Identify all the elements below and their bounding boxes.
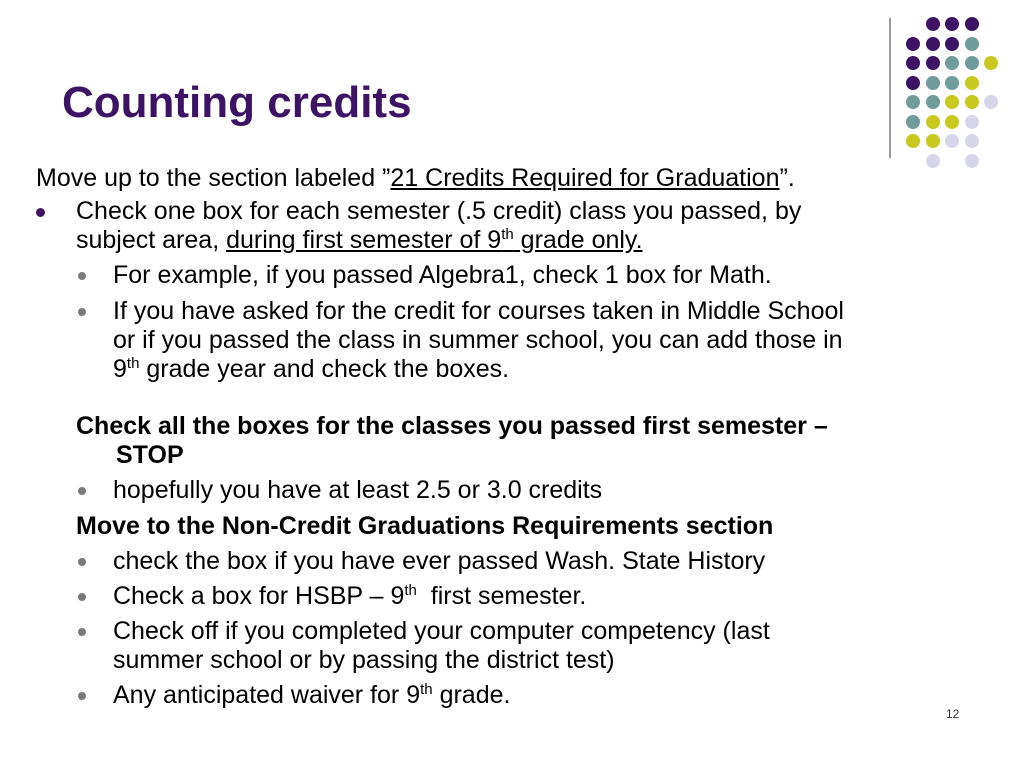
sub-bullet-text: For example, if you passed Algebra1, check 1 box for Math. [113, 261, 772, 289]
text: first semester. [416, 582, 587, 610]
intro-underlined-section-name: 21 Credits Required for Graduation [390, 164, 780, 192]
decorative-dot [945, 56, 959, 70]
decorative-dot [965, 95, 979, 109]
decorative-dot [926, 17, 940, 31]
text: Check a box for HSBP – 9 [113, 582, 405, 610]
sub-bullet-middle-school [36, 297, 996, 384]
bullet-text-line [76, 226, 996, 255]
decorative-dot [965, 37, 979, 51]
sub-bullet-text-line: summer school or by passing the district test) [113, 646, 615, 674]
intro-line [36, 164, 996, 193]
decorative-dot [965, 154, 979, 168]
sub-bullet-waiver [36, 681, 996, 710]
sub-bullet-dot [78, 692, 86, 700]
sub-bullet-dot [78, 487, 86, 495]
decorative-dot [945, 95, 959, 109]
bullet-text-line: Check one box for each semester (.5 credit) class you passed, by [76, 197, 802, 225]
bullet-check-one-box [36, 197, 996, 255]
decorative-dot [945, 76, 959, 90]
decorative-dot [965, 56, 979, 70]
text: Any anticipated waiver for 9 [113, 681, 421, 709]
bold-text-line: Check all the boxes for the classes you passed first semester – [76, 412, 828, 440]
decorative-dot [906, 76, 920, 90]
decorative-dot [926, 154, 940, 168]
decorative-dot [906, 115, 920, 129]
decorative-dot [965, 76, 979, 90]
decorative-dot [926, 115, 940, 129]
decorative-dot [906, 37, 920, 51]
decorative-dot [945, 115, 959, 129]
underlined-text-b: grade only. [513, 226, 643, 254]
decorative-dot [906, 56, 920, 70]
sub-bullet-hsbp [36, 582, 996, 611]
sub-bullet-dot [78, 272, 86, 280]
text: 9 [113, 355, 127, 383]
sub-bullet-dot [78, 593, 86, 601]
decorative-dot [906, 134, 920, 148]
sub-bullet-hopefully [36, 476, 996, 505]
superscript: th [420, 681, 433, 698]
sub-bullet-text-line: If you have asked for the credit for courses taken in Middle School [113, 297, 844, 325]
bullet-text-prefix: subject area, [76, 226, 227, 254]
superscript: th [404, 582, 417, 599]
sub-bullet-text: check the box if you have ever passed Wash. State History [113, 547, 766, 575]
vertical-divider [889, 18, 891, 158]
decorative-dot [906, 95, 920, 109]
sub-bullet-dot [78, 308, 86, 316]
sub-bullet-text-line [113, 355, 996, 384]
decorative-dot [926, 134, 940, 148]
sub-bullet-text [113, 681, 996, 710]
slide-title: Counting credits [62, 78, 412, 127]
decorative-dot [926, 76, 940, 90]
sub-bullet-wash-history [36, 547, 996, 576]
page-number: 12 [946, 707, 960, 721]
decorative-dot [926, 56, 940, 70]
intro-prefix: Move up to the section labeled ” [36, 164, 391, 192]
decorative-dot [965, 134, 979, 148]
decorative-dot [926, 95, 940, 109]
decorative-dot [984, 95, 998, 109]
sub-bullet-text: hopefully you have at least 2.5 or 3.0 credits [113, 476, 603, 504]
superscript: th [501, 226, 514, 243]
bullet-dot [36, 208, 45, 217]
bold-heading-non-credit [36, 512, 996, 541]
decorative-dot [945, 37, 959, 51]
sub-bullet-dot [78, 558, 86, 566]
decorative-dot [926, 37, 940, 51]
text: grade. [432, 681, 511, 709]
bullet-underlined-text [226, 226, 642, 254]
intro-suffix: ”. [779, 164, 795, 192]
sub-bullet-dot [78, 628, 86, 636]
superscript: th [126, 355, 140, 372]
decorative-dot [965, 115, 979, 129]
sub-bullet-computer-competency [36, 617, 996, 675]
underlined-text-a: during first semester of 9 [226, 226, 502, 254]
sub-bullet-text-line: Check off if you completed your computer competency (last [113, 617, 770, 645]
bold-text-line: Move to the Non-Credit Graduations Requirements section [76, 512, 774, 540]
decorative-dot [945, 134, 959, 148]
decorative-dot [965, 17, 979, 31]
decorative-dot [984, 56, 998, 70]
bold-text-line: STOP [116, 441, 184, 469]
sub-bullet-text [113, 582, 996, 611]
slide-content [36, 164, 996, 710]
text: grade year and check the boxes. [139, 355, 510, 383]
decorative-dot [945, 17, 959, 31]
sub-bullet-text-line: or if you passed the class in summer school, you can add those in [113, 326, 843, 354]
bold-heading-check-all [36, 412, 996, 470]
sub-bullet-example [36, 261, 996, 290]
